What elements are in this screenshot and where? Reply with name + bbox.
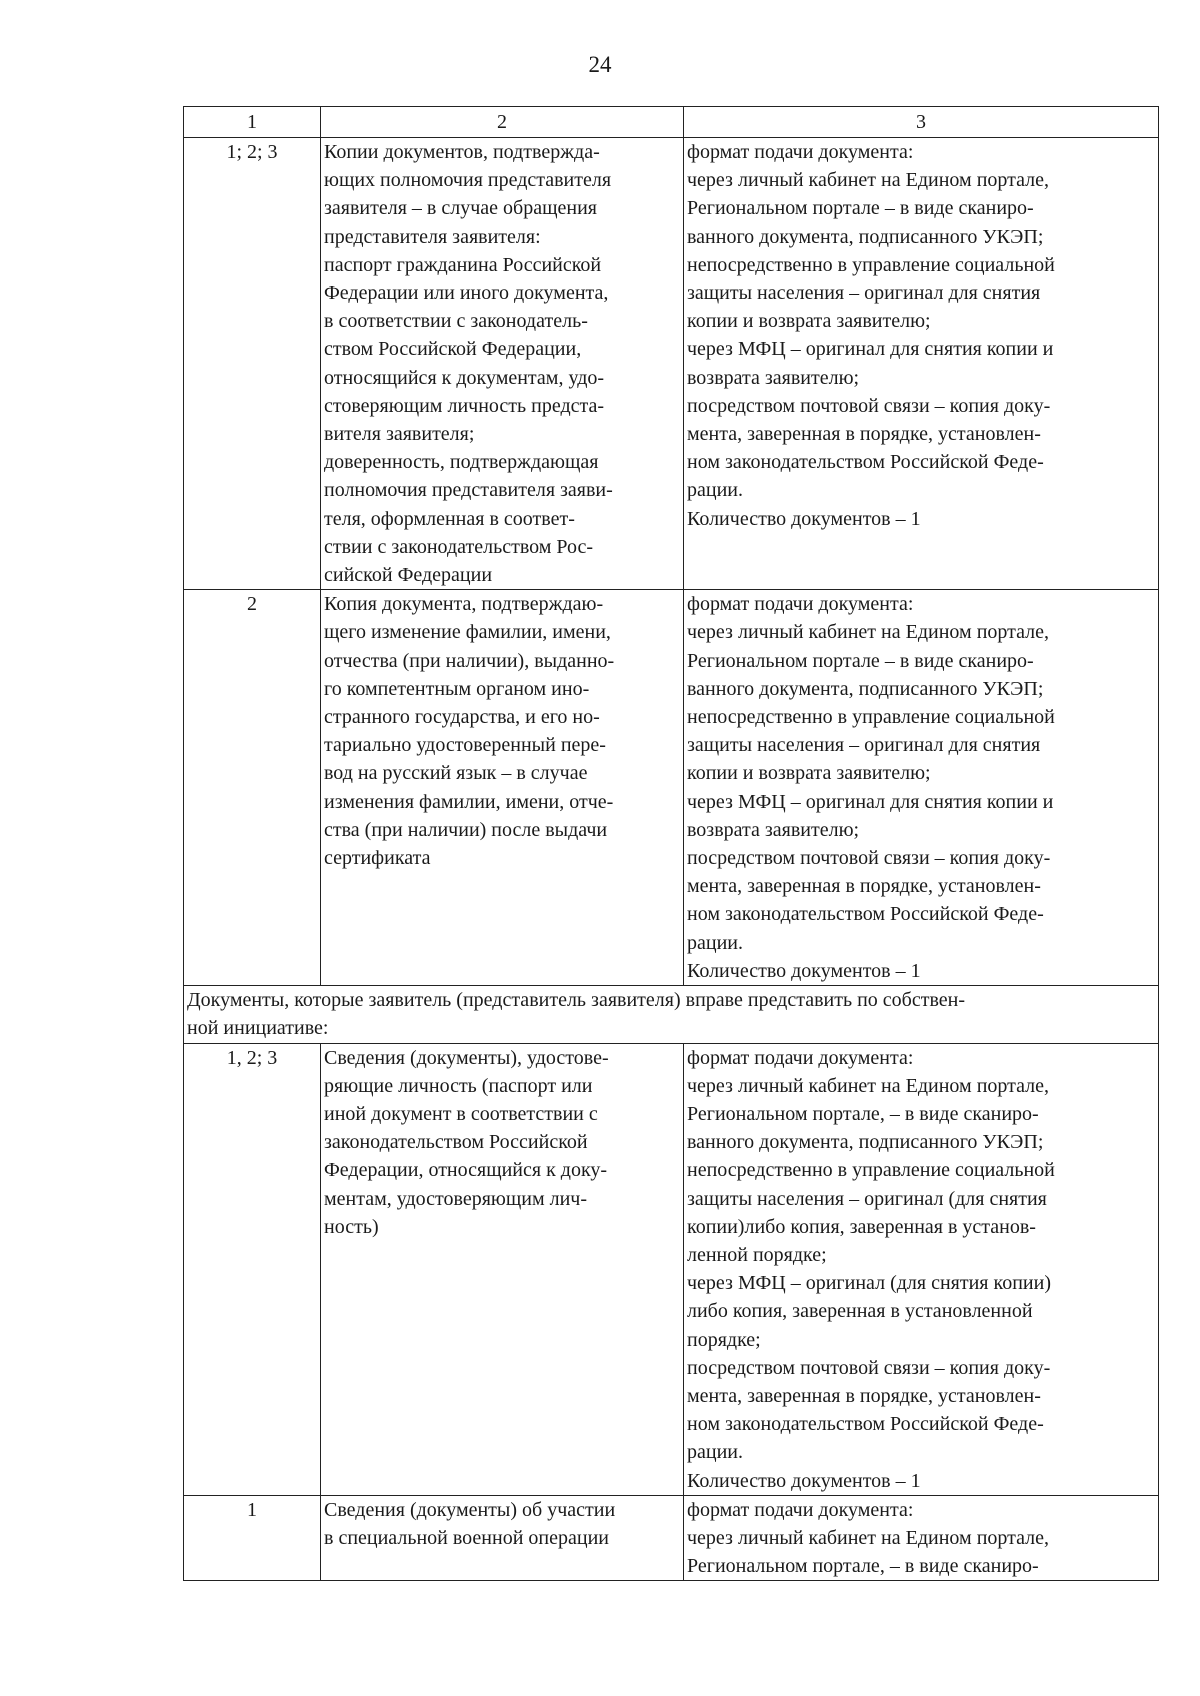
submission-format-line: защиты населения – оригинал для снятия xyxy=(687,282,1041,305)
submission-format-line: через личный кабинет на Едином портале, xyxy=(687,621,1050,644)
submission-format-line: посредством почтовой связи – копия доку- xyxy=(687,394,1051,417)
submission-format-line: через МФЦ – оригинал для снятия копии и xyxy=(687,790,1054,813)
submission-format-line: возврата заявителю; xyxy=(687,366,860,389)
document-name-line: сертификата xyxy=(324,847,431,870)
document-name-cell xyxy=(321,1043,684,1495)
document-name-line: заявителя – в случае обращения xyxy=(324,197,597,220)
submission-format-line: рации. xyxy=(687,1441,743,1464)
applicant-category-cell: 1, 2; 3 xyxy=(184,1043,321,1495)
document-name-line: паспорт гражданина Российской xyxy=(324,253,602,276)
submission-format-line: формат подачи документа: xyxy=(687,1498,914,1521)
submission-format-line: Количество документов – 1 xyxy=(687,959,921,982)
submission-format-line: рации. xyxy=(687,479,743,502)
section-heading-line: Документы, которые заявитель (представитель заявителя) вправе представить по собствен- xyxy=(187,989,966,1012)
submission-format-line: порядке; xyxy=(687,1328,761,1351)
submission-format-line: Количество документов – 1 xyxy=(687,1469,921,1492)
document-name-cell xyxy=(321,590,684,986)
submission-format-line: формат подачи документа: xyxy=(687,1046,914,1069)
submission-format-line: ванного документа, подписанного УКЭП; xyxy=(687,1131,1044,1154)
document-name-line: тариально удостоверенный пере- xyxy=(324,734,606,757)
document-name-line: Копия документа, подтверждаю- xyxy=(324,593,604,616)
document-name-line: вителя заявителя; xyxy=(324,423,475,446)
document-name-line: изменения фамилии, имени, отче- xyxy=(324,790,614,813)
applicant-category-cell: 1; 2; 3 xyxy=(184,138,321,590)
submission-format-line: формат подачи документа: xyxy=(687,141,914,163)
documents-table-body xyxy=(184,107,1159,1581)
table-row xyxy=(184,1495,1159,1581)
submission-format-line: ном законодательством Российской Феде- xyxy=(687,903,1044,926)
document-name-line: вод на русский язык – в случае xyxy=(324,762,588,785)
submission-format-line: непосредственно в управление социальной xyxy=(687,1159,1055,1182)
header-cell-2: 2 xyxy=(321,107,684,138)
section-heading-line: ной инициативе: xyxy=(187,1017,329,1040)
submission-format-line: через МФЦ – оригинал для снятия копии и xyxy=(687,338,1054,361)
submission-format-line: посредством почтовой связи – копия доку- xyxy=(687,847,1051,870)
submission-format-line: непосредственно в управление социальной xyxy=(687,253,1055,276)
submission-format-line: защиты населения – оригинал для снятия xyxy=(687,734,1041,757)
submission-format-line: возврата заявителю; xyxy=(687,818,860,841)
submission-format-cell xyxy=(684,590,1159,986)
table-row xyxy=(184,1043,1159,1495)
applicant-category-cell: 2 xyxy=(184,590,321,986)
document-name-line: ющих полномочия представителя xyxy=(324,169,612,192)
section-heading xyxy=(184,986,1159,1043)
document-name-line: доверенность, подтверждающая xyxy=(324,451,599,474)
page-number: 24 xyxy=(588,52,612,77)
submission-format-line: ванного документа, подписанного УКЭП; xyxy=(687,677,1044,700)
applicant-category-cell: 1 xyxy=(184,1495,321,1581)
submission-format-line: копии и возврата заявителю; xyxy=(687,310,931,333)
document-name-line: странного государства, и его но- xyxy=(324,706,600,729)
submission-format-line: через личный кабинет на Едином портале, xyxy=(687,1526,1050,1549)
document-name-line: Сведения (документы) об участии xyxy=(324,1498,616,1521)
document-name-line: представителя заявителя: xyxy=(324,225,541,248)
submission-format-line: ном законодательством Российской Феде- xyxy=(687,451,1044,474)
document-name-line: сийской Федерации xyxy=(324,564,493,587)
submission-format-line: ленной порядке; xyxy=(687,1243,827,1266)
document-name-line: ряющие личность (паспорт или xyxy=(324,1074,593,1097)
document-name-cell xyxy=(321,1495,684,1581)
document-name-line: стоверяющим личность предста- xyxy=(324,394,605,417)
submission-format-line: ванного документа, подписанного УКЭП; xyxy=(687,225,1044,248)
submission-format-line: через личный кабинет на Едином портале, xyxy=(687,169,1050,192)
document-name-line: ность) xyxy=(324,1215,379,1238)
document-name-line: теля, оформленная в соответ- xyxy=(324,507,575,530)
submission-format-line: Региональном портале, – в виде сканиро- xyxy=(687,1555,1039,1578)
submission-format-line: либо копия, заверенная в установленной xyxy=(687,1300,1033,1323)
documents-table xyxy=(183,106,1159,1581)
submission-format-cell xyxy=(684,1043,1159,1495)
table-header-row xyxy=(184,107,1159,138)
submission-format-line: ном законодательством Российской Феде- xyxy=(687,1413,1044,1436)
submission-format-line: формат подачи документа: xyxy=(687,593,914,616)
document-name-line: Сведения (документы), удостове- xyxy=(324,1046,609,1069)
submission-format-line: через личный кабинет на Едином портале, xyxy=(687,1074,1050,1097)
document-name-cell xyxy=(321,138,684,590)
submission-format-line: мента, заверенная в порядке, установлен- xyxy=(687,875,1041,898)
submission-format-cell xyxy=(684,1495,1159,1581)
table-row xyxy=(184,590,1159,986)
submission-format-line: Количество документов – 1 xyxy=(687,507,921,530)
document-name-line: законодательством Российской xyxy=(324,1131,588,1154)
submission-format-line: копии и возврата заявителю; xyxy=(687,762,931,785)
submission-format-line: Региональном портале – в виде сканиро- xyxy=(687,649,1034,672)
document-name-line: отчества (при наличии), выданно- xyxy=(324,649,615,672)
document-name-line: в специальной военной операции xyxy=(324,1526,609,1549)
document-name-line: в соответствии с законодатель- xyxy=(324,310,588,333)
document-name-line: ства (при наличии) после выдачи xyxy=(324,818,608,841)
document-name-line: ментам, удостоверяющим лич- xyxy=(324,1187,588,1210)
document-name-line: относящийся к документам, удо- xyxy=(324,366,605,389)
document-name-line: го компетентным органом ино- xyxy=(324,677,590,700)
document-name-line: Федерации или иного документа, xyxy=(324,282,609,305)
submission-format-line: рации. xyxy=(687,931,743,954)
document-name-line: иной документ в соответствии с xyxy=(324,1102,598,1125)
submission-format-cell xyxy=(684,138,1159,590)
section-row xyxy=(184,986,1159,1043)
submission-format-line: непосредственно в управление социальной xyxy=(687,706,1055,729)
header-cell-3: 3 xyxy=(684,107,1159,138)
document-name-line: Федерации, относящийся к доку- xyxy=(324,1159,608,1182)
document-name-line: полномочия представителя заяви- xyxy=(324,479,613,502)
document-name-line: щего изменение фамилии, имени, xyxy=(324,621,611,644)
document-name-line: ством Российской Федерации, xyxy=(324,338,582,361)
submission-format-line: копии)либо копия, заверенная в установ- xyxy=(687,1215,1036,1238)
submission-format-line: Региональном портале – в виде сканиро- xyxy=(687,197,1034,220)
submission-format-line: мента, заверенная в порядке, установлен- xyxy=(687,1384,1041,1407)
submission-format-line: Региональном портале, – в виде сканиро- xyxy=(687,1102,1039,1125)
submission-format-line: через МФЦ – оригинал (для снятия копии) xyxy=(687,1272,1051,1295)
submission-format-line: мента, заверенная в порядке, установлен- xyxy=(687,423,1041,446)
table-row xyxy=(184,138,1159,590)
document-name-line: Копии документов, подтвержда- xyxy=(324,141,600,163)
header-cell-1: 1 xyxy=(184,107,321,138)
document-name-line: ствии с законодательством Рос- xyxy=(324,535,594,558)
submission-format-line: посредством почтовой связи – копия доку- xyxy=(687,1356,1051,1379)
submission-format-line: защиты населения – оригинал (для снятия xyxy=(687,1187,1047,1210)
